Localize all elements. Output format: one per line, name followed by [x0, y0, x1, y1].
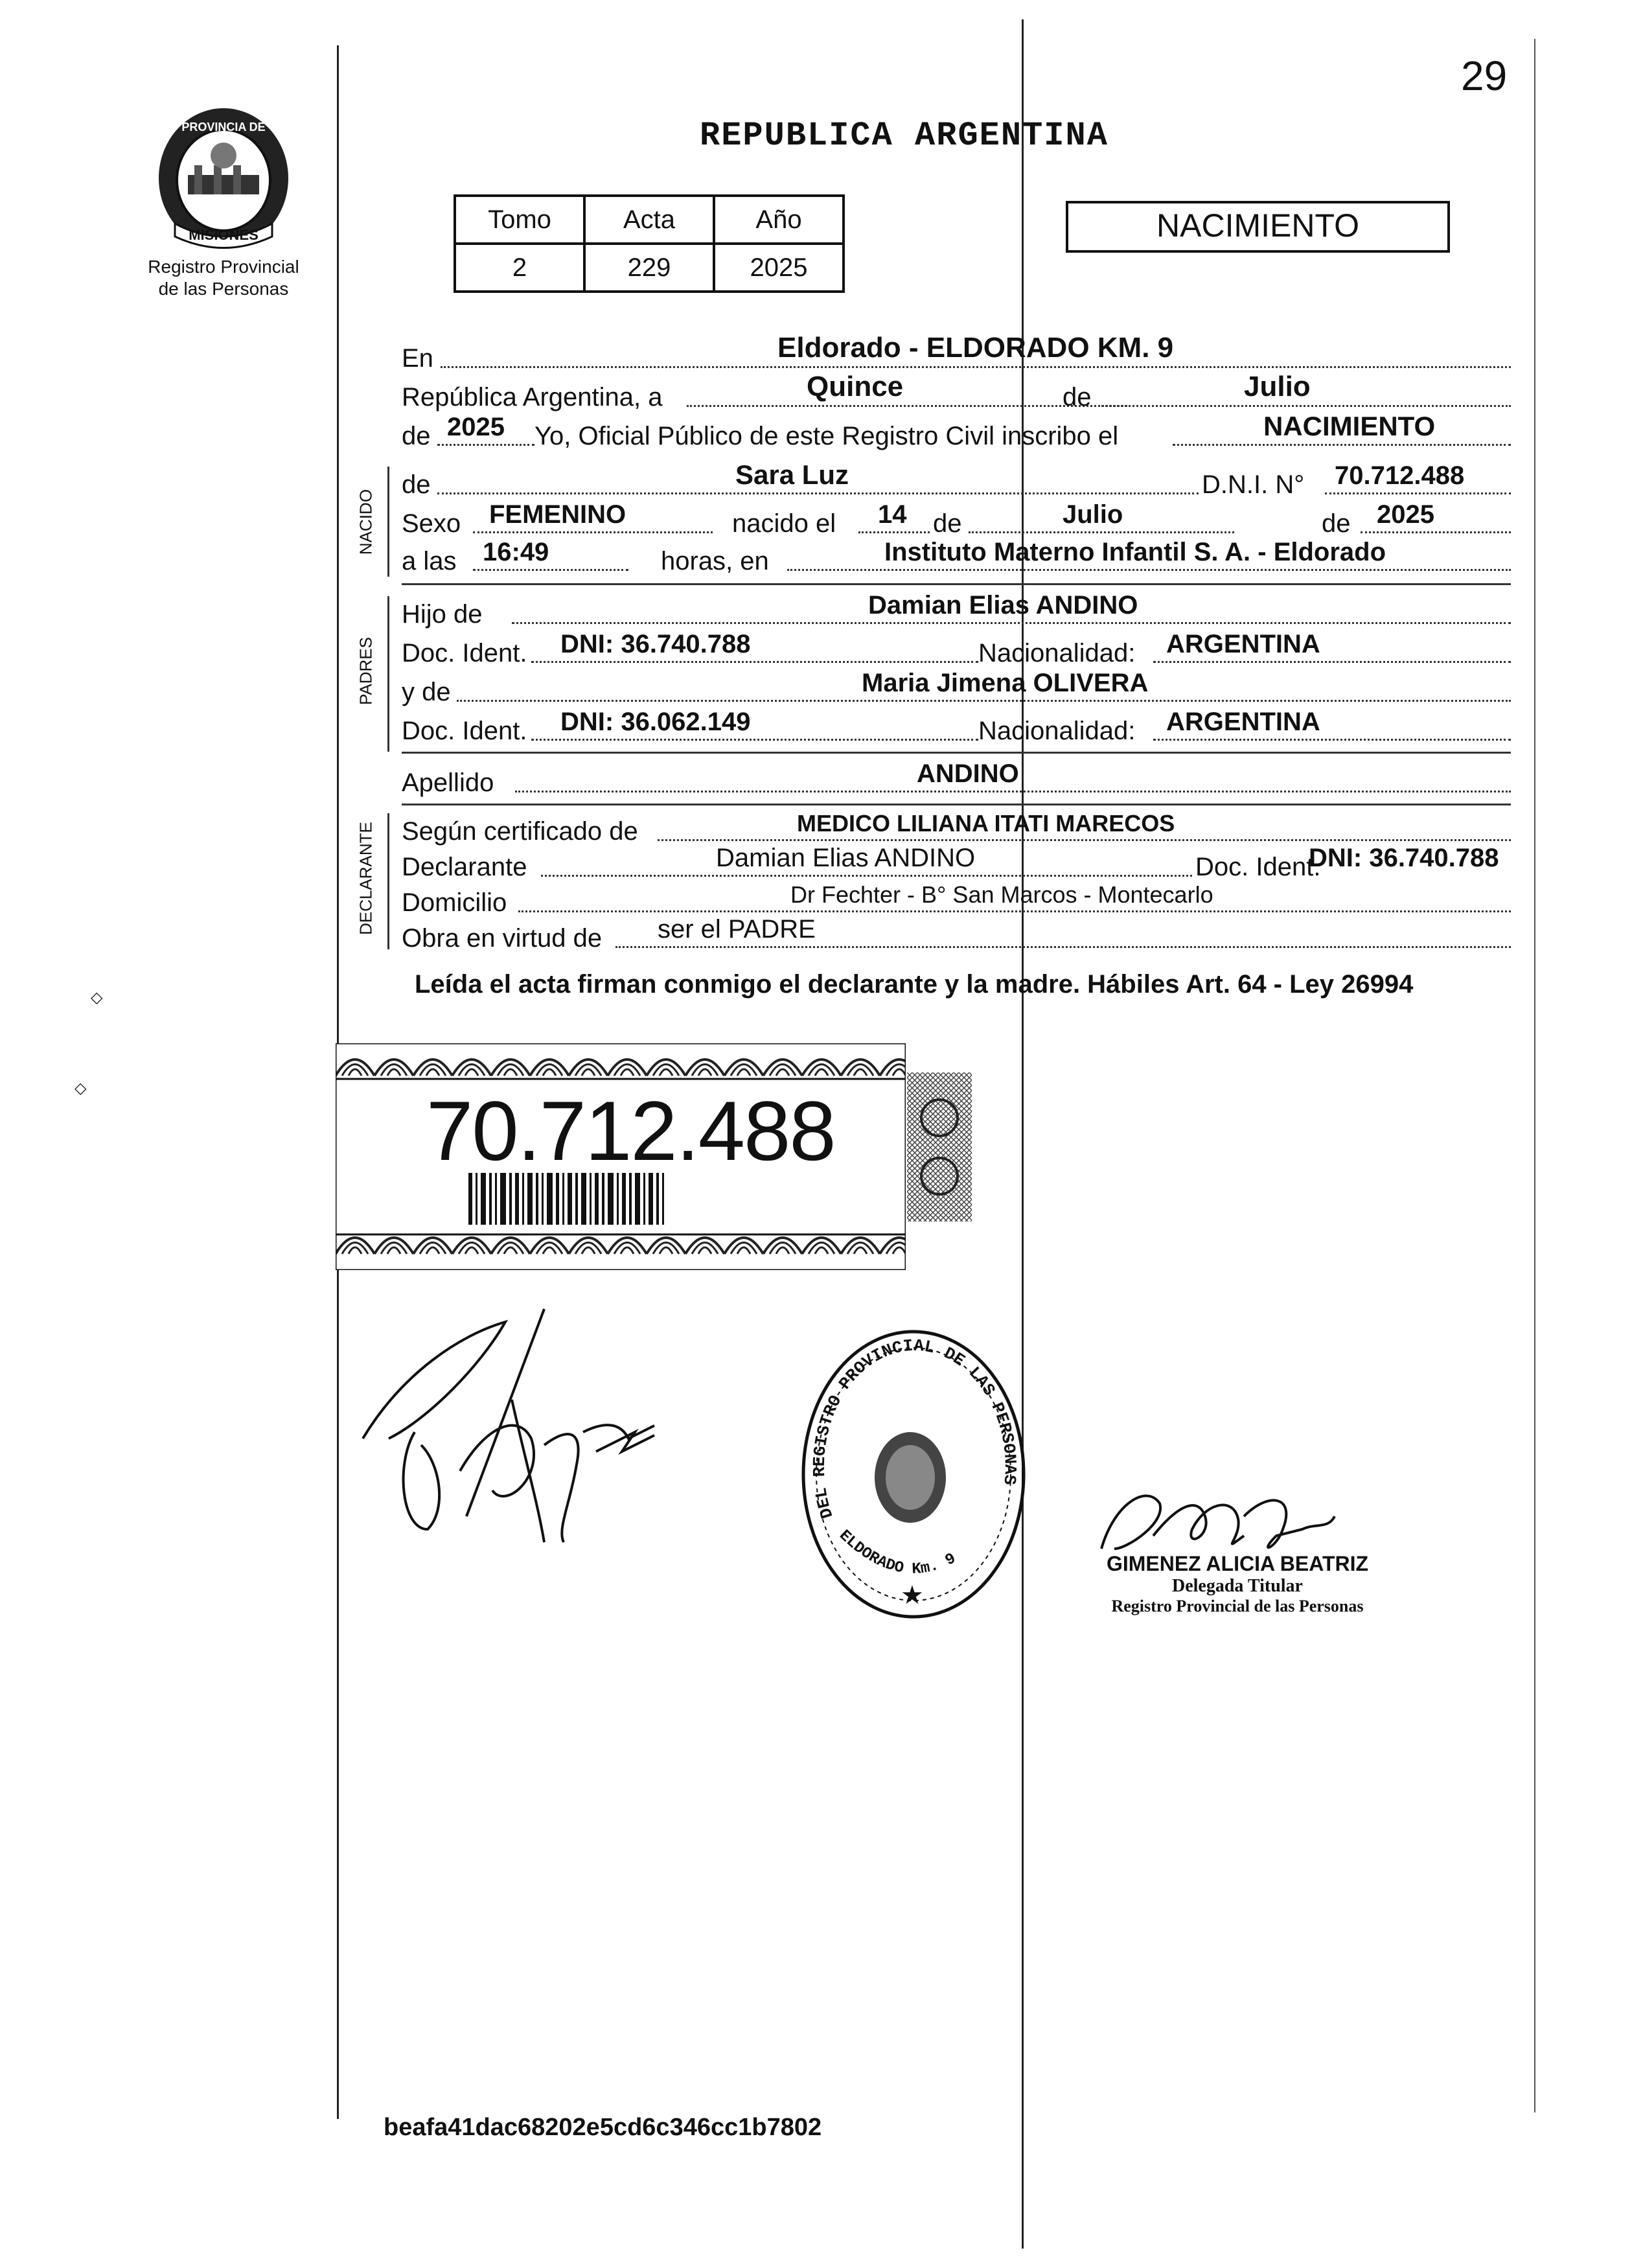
official-stamp	[794, 1322, 1033, 1626]
svg-text:ELDORADO Km. 9: ELDORADO Km. 9	[835, 1527, 959, 1579]
month-value: Julio	[1244, 371, 1311, 402]
label-en: En	[402, 344, 433, 373]
label-certificado: Según certificado de	[402, 817, 638, 846]
declarante-line-3	[402, 881, 1511, 918]
apellido-value: ANDINO	[917, 759, 1019, 788]
declarant-signature	[350, 1296, 687, 1568]
apellido-line	[402, 761, 1511, 798]
official-role: Delegada Titular	[1172, 1576, 1303, 1596]
label-declarante: Declarante	[402, 853, 527, 881]
scan-speck: ◇	[91, 989, 103, 1006]
label-registrar: Yo, Oficial Público de este Registro Civil inscribo el	[534, 422, 1119, 450]
declarante-side-label: DECLARANTE	[356, 822, 376, 935]
label-nacido-de: de	[402, 470, 431, 499]
registry-table-header-row	[455, 196, 844, 244]
birth-year: 2025	[1377, 500, 1434, 529]
label-doc-mother: Doc. Ident.	[402, 717, 527, 745]
official-signature	[1088, 1477, 1373, 1562]
label-nacido-el: nacido el	[732, 509, 836, 538]
nacido-line-1	[402, 459, 1511, 500]
right-margin-line	[1534, 39, 1535, 2112]
domicilio-value: Dr Fechter - B° San Marcos - Montecarlo	[790, 881, 1213, 908]
registry-value-cell: 229	[584, 244, 714, 292]
label-dni: D.N.I. N°	[1202, 470, 1305, 499]
label-horas: horas, en	[661, 547, 769, 575]
declarante-line-2	[402, 846, 1511, 882]
label-nac-mother: Nacionalidad:	[978, 717, 1136, 745]
label-de-month: de	[933, 509, 962, 538]
divider	[402, 583, 1511, 585]
obra-value: ser el PADRE	[658, 915, 816, 943]
registry-table	[454, 194, 845, 293]
label-de2: de	[402, 422, 431, 450]
closing-note: Leída el acta firman conmigo el declarante y la madre. Hábiles Art. 64 - Ley 26994	[415, 970, 1414, 999]
logo-caption-line2: de las Personas	[158, 279, 289, 299]
page-title: REPUBLICA ARGENTINA	[700, 117, 1109, 155]
official-office: Registro Provincial de las Personas	[1111, 1597, 1364, 1615]
page-number: 29	[1461, 52, 1508, 99]
label-y-de: y de	[402, 678, 451, 706]
nacido-name: Sara Luz	[735, 459, 849, 490]
label-doc-father: Doc. Ident.	[402, 639, 527, 667]
birth-time: 16:49	[483, 538, 549, 566]
declarante-bracket	[387, 813, 389, 949]
location-line-2	[402, 371, 1511, 412]
nacido-side-label: NACIDO	[356, 489, 376, 555]
declarante-doc: DNI: 36.740.788	[1309, 844, 1499, 872]
record-type-box: NACIMIENTO	[1066, 201, 1450, 253]
padres-line-2	[402, 632, 1511, 668]
label-nac-father: Nacionalidad:	[978, 639, 1136, 667]
official-block	[1082, 1552, 1393, 1616]
padres-line-3	[402, 671, 1511, 707]
svg-text:DEL REGISTRO PROVINCIAL DE LAS: DEL REGISTRO PROVINCIAL DE LAS PERSONAS	[809, 1336, 1020, 1521]
mother-nationality: ARGENTINA	[1166, 708, 1320, 736]
declarante-line-4	[402, 917, 1511, 953]
registry-header-cell: Año	[714, 196, 844, 244]
label-apellido: Apellido	[402, 769, 494, 797]
mother-name: Maria Jimena OLIVERA	[862, 669, 1149, 697]
padres-line-4	[402, 710, 1511, 746]
registry-header-cell: Acta	[584, 196, 714, 244]
svg-text:PROVINCIA DE: PROVINCIA DE	[181, 121, 266, 133]
padres-bracket	[387, 596, 389, 752]
birth-place: Instituto Materno Infantil S. A. - Eldorado	[884, 538, 1386, 566]
label-obra: Obra en virtud de	[402, 924, 603, 953]
padres-line-1	[402, 593, 1511, 629]
registry-header-cell: Tomo	[455, 196, 584, 244]
year-value: 2025	[447, 413, 505, 441]
declarante-name: Damian Elias ANDINO	[716, 844, 976, 872]
father-doc: DNI: 36.740.788	[560, 630, 751, 658]
padres-side-label: PADRES	[356, 637, 376, 705]
nacido-line-2	[402, 502, 1511, 538]
label-a-las: a las	[402, 547, 457, 575]
day-words-value: Quince	[807, 371, 904, 402]
security-hologram	[907, 1072, 972, 1221]
location-line-3	[402, 411, 1511, 451]
registry-value-cell: 2	[455, 244, 584, 292]
svg-text:MISIONES: MISIONES	[189, 227, 259, 243]
barcode-label	[336, 1043, 906, 1270]
nacido-line-3	[402, 540, 1511, 576]
birth-day: 14	[878, 500, 907, 529]
nacido-dni: 70.712.488	[1335, 461, 1465, 490]
label-de: de	[1063, 383, 1092, 411]
nacido-bracket	[387, 467, 389, 577]
label-doc-declarante: Doc. Ident.	[1195, 853, 1321, 881]
certificado-value: MEDICO LILIANA ITATI MARECOS	[797, 810, 1175, 837]
logo-caption	[117, 256, 330, 300]
label-de-year: de	[1322, 509, 1351, 538]
mother-doc: DNI: 36.062.149	[560, 708, 751, 736]
scan-speck: ◇	[75, 1080, 87, 1097]
label-sexo: Sexo	[402, 509, 461, 538]
svg-text:★: ★	[901, 1581, 924, 1610]
document-hash: beafa41dac68202e5cd6c346cc1b7802	[384, 2114, 822, 2141]
registry-table-value-row	[455, 244, 844, 292]
birth-month: Julio	[1063, 500, 1123, 529]
logo-caption-line1: Registro Provincial	[148, 257, 299, 277]
label-republic: República Argentina, a	[402, 383, 663, 411]
declarante-line-1	[402, 810, 1511, 846]
divider	[402, 804, 1511, 805]
divider	[402, 752, 1511, 754]
label-domicilio: Domicilio	[402, 888, 507, 917]
father-nationality: ARGENTINA	[1166, 630, 1320, 658]
barcode-number: 70.712.488	[426, 1083, 835, 1178]
official-name: GIMENEZ ALICIA BEATRIZ	[1106, 1552, 1369, 1575]
sexo-value: FEMENINO	[489, 500, 626, 529]
province-logo	[149, 104, 298, 253]
label-hijo-de: Hijo de	[402, 600, 483, 629]
event-value: NACIMIENTO	[1263, 411, 1436, 441]
place-value: Eldorado - ELDORADO KM. 9	[777, 332, 1174, 364]
father-name: Damian Elias ANDINO	[868, 591, 1138, 619]
location-line-1	[402, 332, 1511, 373]
registry-value-cell: 2025	[714, 244, 844, 292]
